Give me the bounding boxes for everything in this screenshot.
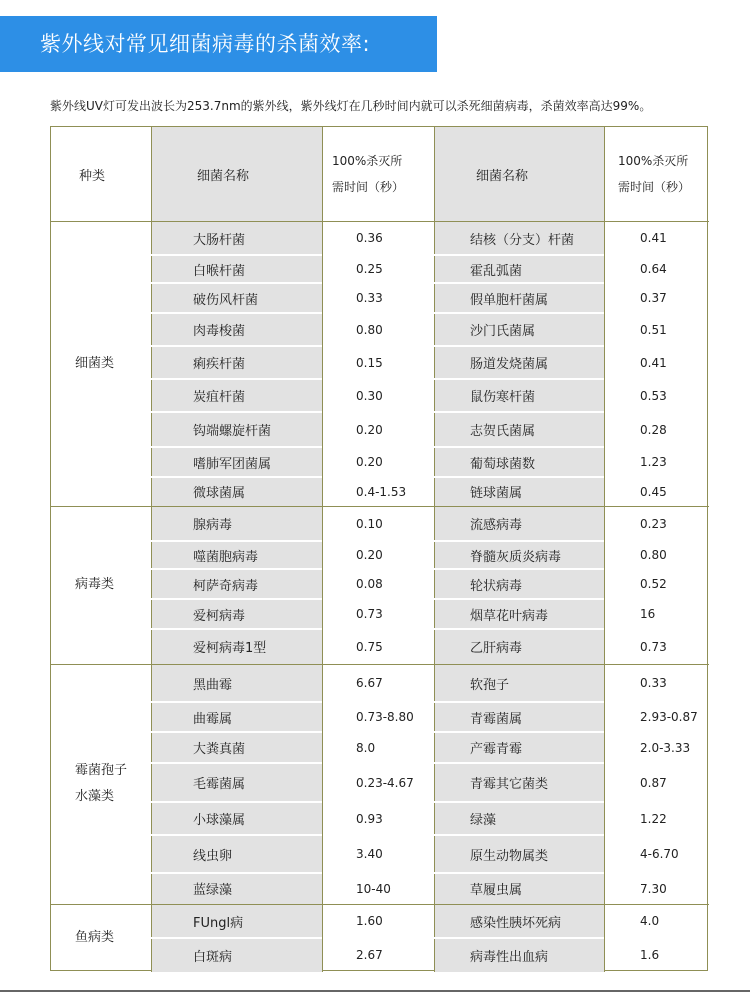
kill-time-left: 0.25 xyxy=(356,262,383,276)
kill-time-left: 8.0 xyxy=(356,740,376,755)
kill-time-right: 0.51 xyxy=(640,322,667,337)
kill-time-left: 3.40 xyxy=(356,847,383,861)
bacteria-name-right: 肠道发烧菌属 xyxy=(470,357,549,372)
bacteria-name-right: 脊髓灰质炎病毒 xyxy=(470,549,562,565)
uv-efficiency-table xyxy=(50,126,708,971)
bacteria-name-right: 假单胞杆菌属 xyxy=(470,292,549,308)
kill-time-left: 10-40 xyxy=(356,881,391,896)
bacteria-name-right: 葡萄球菌数 xyxy=(470,456,536,472)
bacteria-name-left: 大粪真菌 xyxy=(193,742,246,757)
bacteria-name-right: 烟草花叶病毒 xyxy=(470,608,549,624)
kill-time-left: 0.20 xyxy=(356,548,383,562)
header-time1 xyxy=(322,127,434,221)
kill-time-left: 0.73 xyxy=(356,607,383,621)
bacteria-name-right: 流感病毒 xyxy=(470,518,523,533)
bacteria-name-left: 曲霉属 xyxy=(193,711,233,727)
kill-time-left: 1.60 xyxy=(356,914,383,928)
kill-time-right: 0.41 xyxy=(640,355,667,370)
bacteria-name-right: 原生动物属类 xyxy=(470,848,549,864)
bacteria-name-right: 软孢子 xyxy=(470,677,510,693)
kill-time-left: 6.67 xyxy=(356,676,383,690)
header-time2 xyxy=(604,127,709,221)
bacteria-name-left: 嗜肺军团菌属 xyxy=(193,456,272,472)
kill-time-right: 2.93-0.87 xyxy=(640,710,698,724)
kill-time-right: 1.6 xyxy=(640,948,660,962)
bacteria-name-left: 大肠杆菌 xyxy=(193,232,246,248)
bacteria-name-left: 白喉杆菌 xyxy=(193,263,246,279)
header-time1-line1: 100%杀灭所 xyxy=(332,154,403,168)
kill-time-right: 0.73 xyxy=(640,639,667,654)
header-time2-line2: 需时间（秒） xyxy=(618,180,691,194)
kill-time-right: 0.41 xyxy=(640,231,667,245)
kill-time-left: 0.20 xyxy=(356,455,383,469)
bacteria-name-right: 乙肝病毒 xyxy=(470,641,523,656)
bacteria-name-left: 毛霉菌属 xyxy=(193,777,246,792)
category-label xyxy=(51,221,151,506)
kill-time-left: 0.93 xyxy=(356,811,383,826)
kill-time-right: 0.23 xyxy=(640,516,667,531)
kill-time-right: 1.23 xyxy=(640,455,667,469)
kill-time-left: 0.36 xyxy=(356,231,383,245)
category-label-line: 细菌类 xyxy=(75,355,115,371)
kill-time-left: 0.23-4.67 xyxy=(356,775,414,790)
kill-time-right: 2.0-3.33 xyxy=(640,740,691,755)
header-name1: 细菌名称 xyxy=(197,168,250,184)
kill-time-right: 0.28 xyxy=(640,422,667,437)
bacteria-name-right: 链球菌属 xyxy=(470,486,523,501)
kill-time-right: 7.30 xyxy=(640,881,667,896)
kill-time-right: 0.87 xyxy=(640,775,667,790)
bacteria-name-left: 线虫卵 xyxy=(193,848,233,864)
bacteria-name-left: 黑曲霉 xyxy=(193,677,233,693)
intro-text: 紫外线UV灯可发出波长为253.7nm的紫外线，紫外线灯在几秒时间内就可以杀死细菌病毒，杀菌效率高达99%。 xyxy=(50,99,652,113)
kill-time-right: 16 xyxy=(640,607,656,621)
bacteria-name-right: 绿藻 xyxy=(470,813,497,828)
kill-time-right: 1.22 xyxy=(640,811,667,826)
page-title: 紫外线对常见细菌病毒的杀菌效率: xyxy=(0,16,437,72)
kill-time-left: 0.15 xyxy=(356,355,383,370)
header-time2-line1: 100%杀灭所 xyxy=(618,154,689,168)
bacteria-name-right: 志贺氏菌属 xyxy=(470,424,536,439)
bacteria-name-left: 炭疽杆菌 xyxy=(193,390,246,405)
bacteria-name-left: 小球藻属 xyxy=(193,813,246,828)
kill-time-left: 0.10 xyxy=(356,516,383,531)
kill-time-left: 0.73-8.80 xyxy=(356,710,414,724)
header-time1-line2: 需时间（秒） xyxy=(332,180,405,194)
bacteria-name-left: 蓝绿藻 xyxy=(193,883,233,898)
category-label-line: 病毒类 xyxy=(75,577,115,592)
bacteria-name-right: 感染性胰坏死病 xyxy=(470,915,562,931)
bacteria-name-right: 产霉青霉 xyxy=(470,742,523,757)
bacteria-name-right: 草履虫属 xyxy=(470,883,523,898)
bottom-divider xyxy=(0,990,750,992)
bacteria-name-left: 白斑病 xyxy=(193,949,233,965)
bacteria-name-left: 柯萨奇病毒 xyxy=(193,578,259,594)
header-category: 种类 xyxy=(78,168,105,184)
kill-time-left: 2.67 xyxy=(356,948,383,962)
bacteria-name-left: 痢疾杆菌 xyxy=(193,357,246,372)
kill-time-right: 0.45 xyxy=(640,484,667,499)
category-label xyxy=(51,904,151,972)
kill-time-left: 0.75 xyxy=(356,639,383,654)
bacteria-name-right: 青霉其它菌类 xyxy=(470,777,549,792)
bacteria-name-right: 结核（分支）杆菌 xyxy=(470,232,575,248)
kill-time-left: 0.33 xyxy=(356,291,383,305)
bacteria-name-left: 噬菌胞病毒 xyxy=(193,549,259,565)
category-label-line: 鱼病类 xyxy=(75,930,115,945)
bacteria-name-left: 钩端螺旋杆菌 xyxy=(193,424,272,439)
kill-time-left: 0.4-1.53 xyxy=(356,484,407,499)
bacteria-name-left: 爱柯病毒 xyxy=(193,608,246,624)
kill-time-right: 0.52 xyxy=(640,577,667,591)
bacteria-name-left: 爱柯病毒1型 xyxy=(193,641,267,656)
bacteria-name-right: 霍乱弧菌 xyxy=(470,263,523,279)
bacteria-name-right: 沙门氏菌属 xyxy=(470,324,536,339)
kill-time-right: 0.80 xyxy=(640,548,667,562)
bacteria-name-right: 轮状病毒 xyxy=(470,578,523,594)
category-label xyxy=(51,506,151,664)
kill-time-left: 0.20 xyxy=(356,422,383,437)
bacteria-name-left: 腺病毒 xyxy=(193,518,233,533)
kill-time-right: 0.33 xyxy=(640,676,667,690)
bacteria-name-left: 破伤风杆菌 xyxy=(193,292,259,308)
bacteria-name-right: 鼠伤寒杆菌 xyxy=(470,390,536,405)
kill-time-left: 0.80 xyxy=(356,322,383,337)
header-name2: 细菌名称 xyxy=(476,168,529,184)
bacteria-name-left: 肉毒梭菌 xyxy=(193,324,246,339)
category-label-line: 霉菌孢子 xyxy=(75,763,128,778)
kill-time-right: 4-6.70 xyxy=(640,847,679,861)
kill-time-right: 0.53 xyxy=(640,388,667,403)
bacteria-name-right: 病毒性出血病 xyxy=(470,949,549,965)
kill-time-right: 0.64 xyxy=(640,262,667,276)
kill-time-right: 4.0 xyxy=(640,914,660,928)
kill-time-right: 0.37 xyxy=(640,291,667,305)
kill-time-left: 0.30 xyxy=(356,388,383,403)
bacteria-name-right: 青霉菌属 xyxy=(470,711,523,727)
bacteria-name-left: 微球菌属 xyxy=(193,486,246,501)
bacteria-name-left: FUngl病 xyxy=(193,915,244,931)
kill-time-left: 0.08 xyxy=(356,577,383,591)
category-label-line: 水藻类 xyxy=(75,789,115,804)
category-label xyxy=(51,664,151,904)
